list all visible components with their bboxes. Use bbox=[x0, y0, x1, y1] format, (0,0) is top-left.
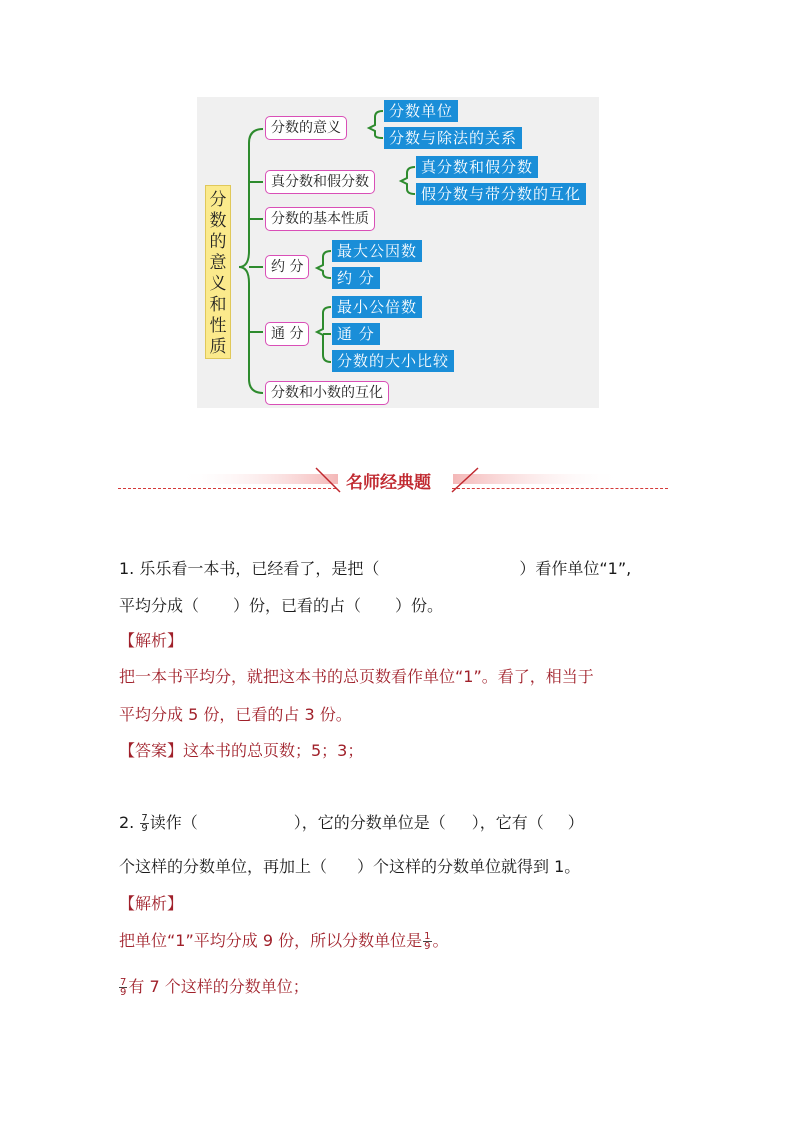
node-proper-improper: 真分数和假分数 bbox=[265, 170, 375, 194]
q2-text-a: 读作（ bbox=[149, 813, 198, 832]
q1-text-e: ）份。 bbox=[395, 596, 444, 615]
mindmap-root: 分数的意义和性质 bbox=[205, 185, 231, 359]
q2-fraction bbox=[140, 814, 148, 833]
q2-text-b: ），它的分数单位是（ bbox=[293, 813, 446, 832]
leaf-compare-fractions: 分数的大小比较 bbox=[332, 350, 454, 372]
q1-text-a: 1. 乐乐看一本书，已经看了，是把（ bbox=[119, 559, 380, 578]
leaf-gcd: 最大公因数 bbox=[332, 240, 422, 262]
q2-number: 2. bbox=[119, 813, 135, 832]
q1-analysis-label: 【解析】 bbox=[119, 631, 184, 650]
q2-analysis-denominator: 9 bbox=[120, 987, 127, 998]
q1-analysis-line1: 把一本书平均分，就把这本书的总页数看作单位“1”。看了，相当于 bbox=[119, 667, 594, 686]
q2-unit-numerator: 1 bbox=[424, 931, 431, 942]
q1-answer: 【答案】这本书的总页数；5；3； bbox=[119, 741, 364, 760]
leaf-lcm: 最小公倍数 bbox=[332, 296, 422, 318]
q2-analysis-numerator: 7 bbox=[120, 977, 127, 988]
q2-fraction-numerator: 7 bbox=[141, 813, 148, 824]
section-title: 名师经典题 bbox=[346, 473, 431, 493]
q1-analysis-line2: 平均分成 5 份，已看的占 3 份。 bbox=[119, 705, 352, 724]
leaf-improper-mixed: 假分数与带分数的互化 bbox=[416, 183, 586, 205]
q2-analysis-line2 bbox=[119, 974, 309, 997]
leaf-common-denominator: 通 分 bbox=[332, 323, 380, 345]
q1-text-b: ）看作单位“1”, bbox=[519, 559, 632, 578]
q2-analysis-fraction bbox=[119, 978, 127, 997]
section-header bbox=[118, 464, 668, 498]
q2-text-f: ）个这样的分数单位就得到 1。 bbox=[357, 857, 581, 876]
q2-unit-denominator: 9 bbox=[424, 941, 431, 952]
q1-line1 bbox=[119, 556, 631, 579]
q2-line1 bbox=[119, 810, 584, 833]
q2-unit-fraction bbox=[423, 932, 431, 951]
q2-analysis-label: 【解析】 bbox=[119, 894, 184, 913]
knowledge-mindmap bbox=[197, 97, 599, 408]
node-common-denominator: 通 分 bbox=[265, 322, 309, 346]
node-fraction-meaning: 分数的意义 bbox=[265, 116, 347, 140]
q2-text-e: 个这样的分数单位，再加上（ bbox=[119, 857, 328, 876]
node-basic-property: 分数的基本性质 bbox=[265, 207, 375, 231]
q2-text-d: ） bbox=[567, 813, 584, 832]
node-fraction-decimal: 分数和小数的互化 bbox=[265, 381, 389, 405]
q2-analysis-text: 把单位“1”平均分成 9 份，所以分数单位是 bbox=[119, 931, 423, 950]
leaf-reduce: 约 分 bbox=[332, 267, 380, 289]
q2-analysis-end: 。 bbox=[432, 931, 449, 950]
leaf-proper-improper: 真分数和假分数 bbox=[416, 156, 538, 178]
q2-text-c: ），它有（ bbox=[471, 813, 544, 832]
q1-line2 bbox=[119, 593, 443, 616]
q2-fraction-denominator: 9 bbox=[141, 823, 148, 834]
node-reduce: 约 分 bbox=[265, 255, 309, 279]
q1-text-d: ）份，已看的占（ bbox=[233, 596, 362, 615]
q1-text-c: 平均分成（ bbox=[119, 596, 200, 615]
q2-line2 bbox=[119, 854, 580, 877]
leaf-fraction-division: 分数与除法的关系 bbox=[384, 127, 522, 149]
leaf-fraction-unit: 分数单位 bbox=[384, 100, 458, 122]
q2-analysis-line1 bbox=[119, 928, 449, 951]
q2-analysis-line2-text: 有 7 个这样的分数单位； bbox=[128, 977, 309, 996]
